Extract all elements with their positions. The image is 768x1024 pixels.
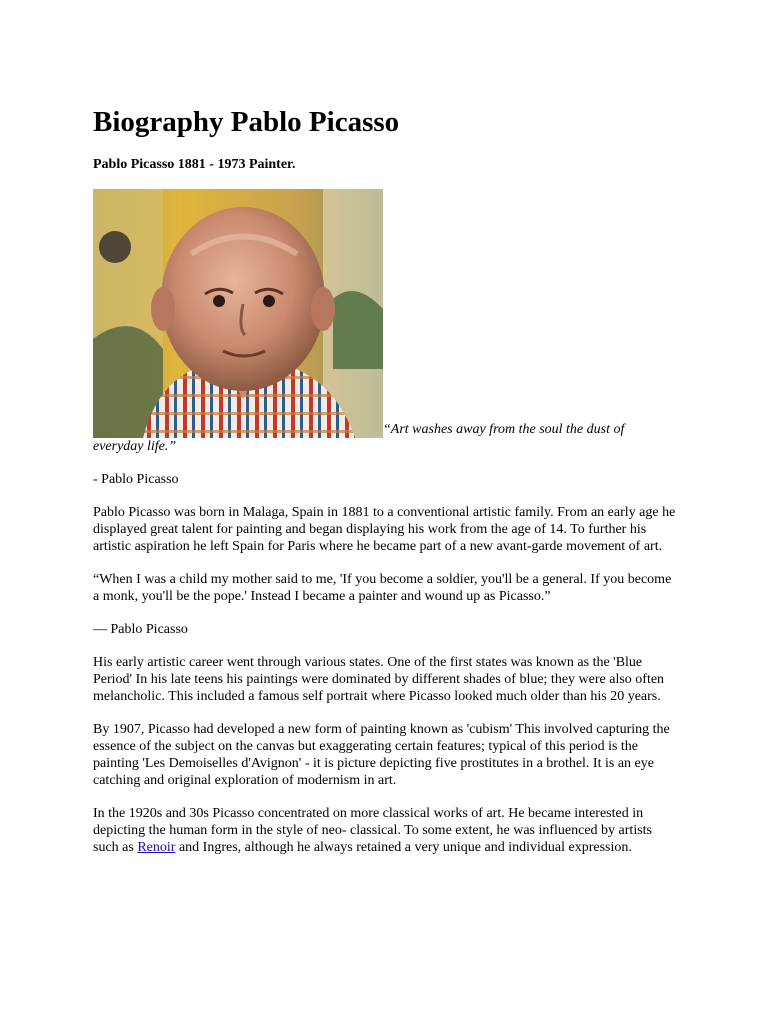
quote-text-2: “When I was a child my mother said to me, 'If you become a soldier, you'll be a general. If you become a monk, you'll be the pope.' Instead I became a painter and wound up as Picasso.” [93, 572, 672, 604]
quote-attribution-2: ― Pablo Picasso [93, 622, 188, 637]
paragraph-4 [93, 805, 678, 856]
paragraph-4-text-after: and Ingres, although he always retained a very unique and individual expression. [175, 840, 632, 855]
portrait-photo [93, 189, 383, 438]
paragraph-3: By 1907, Picasso had developed a new form of painting known as 'cubism' This involved capturing the essence of the subject on the canvas but exaggerating certain features; typical of this period is the painting 'Les Demoiselles d'Avignon' - it is picture depicting five prostitutes in a brothel. It is an eye catching and original exploration of modernism in art. [93, 722, 670, 788]
renoir-link[interactable]: Renoir [137, 840, 176, 855]
quote-attribution-1: - Pablo Picasso [93, 472, 179, 487]
quote-text-1: “Art washes away from the soul the dust of everyday life.” [93, 422, 625, 454]
document-page [93, 104, 678, 856]
subtitle: Pablo Picasso 1881 - 1973 Painter. [93, 157, 296, 172]
paragraph-1: Pablo Picasso was born in Malaga, Spain in 1881 to a conventional artistic family. From an early age he displayed great talent for painting and began displaying his work from the age of 14. To further his artistic aspiration he left Spain for Paris where he became part of a new avant-garde movement of art. [93, 505, 676, 554]
paragraph-4-text-before: In the 1920s and 30s Picasso concentrated on more classical works of art. He became interested in depicting the human form in the style of neo- classical. To some extent, he was influenced by artists such as [93, 806, 653, 855]
photo-quote-block [93, 189, 678, 455]
paragraph-2: His early artistic career went through various states. One of the first states was known as the 'Blue Period' In his late teens his paintings were dominated by different shades of blue; they were also often melancholic. This included a famous self portrait where Picasso looked much older than his 20 years. [93, 655, 665, 704]
page-title: Biography Pablo Picasso [93, 106, 400, 138]
